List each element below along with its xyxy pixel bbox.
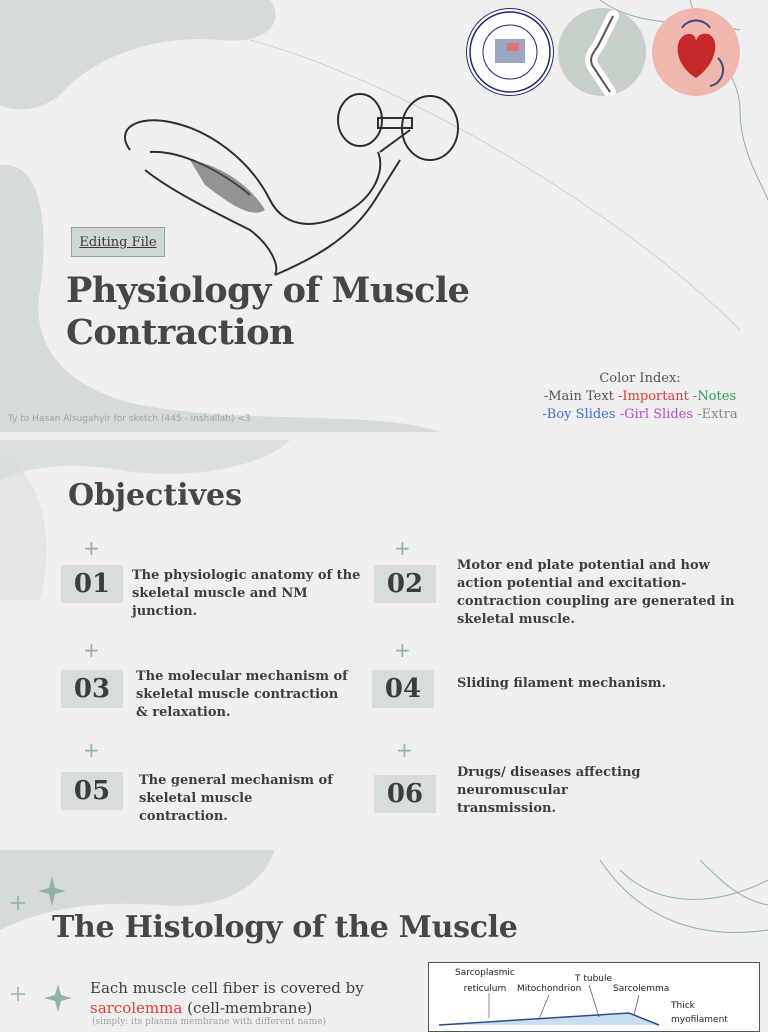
plus-icon: + bbox=[83, 536, 100, 560]
legend-extra: -Extra bbox=[697, 407, 738, 422]
title-line-2: Contraction bbox=[66, 312, 294, 353]
title-line-1: Physiology of Muscle bbox=[66, 270, 470, 311]
objective-text: Motor end plate potential and how action potential and excitation-contraction coupling are generated in skeletal muscle. bbox=[457, 558, 735, 627]
color-index-row-1 bbox=[520, 388, 760, 406]
page-title bbox=[66, 270, 486, 354]
objective-text: Drugs/ diseases affecting neuromuscular transmission. bbox=[457, 765, 641, 816]
sketch-credit: Ty to Hasan Alsugahyir for sketch (445 - inshallah) <3 bbox=[8, 414, 251, 424]
legend-girl-slides: -Girl Slides bbox=[619, 407, 694, 422]
diagram-label: T tubule bbox=[575, 974, 613, 984]
legend-main-text: -Main Text bbox=[543, 389, 614, 404]
plus-icon: + bbox=[394, 638, 411, 662]
color-index-row-2 bbox=[520, 406, 760, 424]
knee-joint-logo bbox=[558, 8, 646, 96]
legend-notes: -Notes bbox=[692, 389, 737, 404]
diagram-label: Sarcoplasmic reticulum bbox=[455, 968, 515, 994]
objective-number: 03 bbox=[61, 670, 123, 708]
objective-number: 05 bbox=[61, 772, 123, 810]
legend-boy-slides: -Boy Slides bbox=[542, 407, 616, 422]
legend-important: -Important bbox=[618, 389, 689, 404]
objective-number: 06 bbox=[374, 775, 436, 813]
objective-text: Sliding filament mechanism. bbox=[457, 676, 666, 691]
plus-icon: + bbox=[83, 738, 100, 762]
plus-icon: + bbox=[83, 638, 100, 662]
university-logo bbox=[466, 8, 554, 96]
editing-file-link[interactable]: Editing File bbox=[71, 227, 165, 257]
plus-icon: + bbox=[396, 738, 413, 762]
simply-note: (simply: its plasma membrane with different name) bbox=[92, 1017, 326, 1027]
objective-text: The physiologic anatomy of the skeletal muscle and NM junction. bbox=[132, 568, 361, 619]
objective-text: The molecular mechanism of skeletal muscle contraction & relaxation. bbox=[136, 669, 348, 720]
objective-number: 01 bbox=[61, 565, 123, 603]
histology-heading: The Histology of the Muscle bbox=[52, 910, 518, 945]
fiber-text: Each muscle cell fiber is covered by bbox=[90, 979, 364, 997]
plus-icon: + bbox=[394, 536, 411, 560]
muscle-fiber-diagram bbox=[428, 962, 760, 1032]
color-index-heading: Color Index: bbox=[599, 371, 681, 386]
objective-number: 04 bbox=[372, 670, 434, 708]
objectives-heading: Objectives bbox=[68, 478, 242, 513]
cell-membrane-note: (cell-membrane) bbox=[187, 999, 313, 1017]
diagram-label: Mitochondrion bbox=[517, 984, 582, 994]
objective-text: The general mechanism of skeletal muscle contraction. bbox=[139, 773, 333, 824]
sarcolemma-term: sarcolemma bbox=[90, 999, 183, 1017]
diagram-label: Sarcolemma bbox=[613, 984, 670, 994]
histology-paragraph bbox=[90, 978, 420, 1018]
heart-logo bbox=[652, 8, 740, 96]
diagram-lines bbox=[429, 963, 760, 1032]
color-index bbox=[520, 370, 760, 424]
objective-number: 02 bbox=[374, 565, 436, 603]
diagram-label: Thick myofilament bbox=[671, 1001, 728, 1025]
